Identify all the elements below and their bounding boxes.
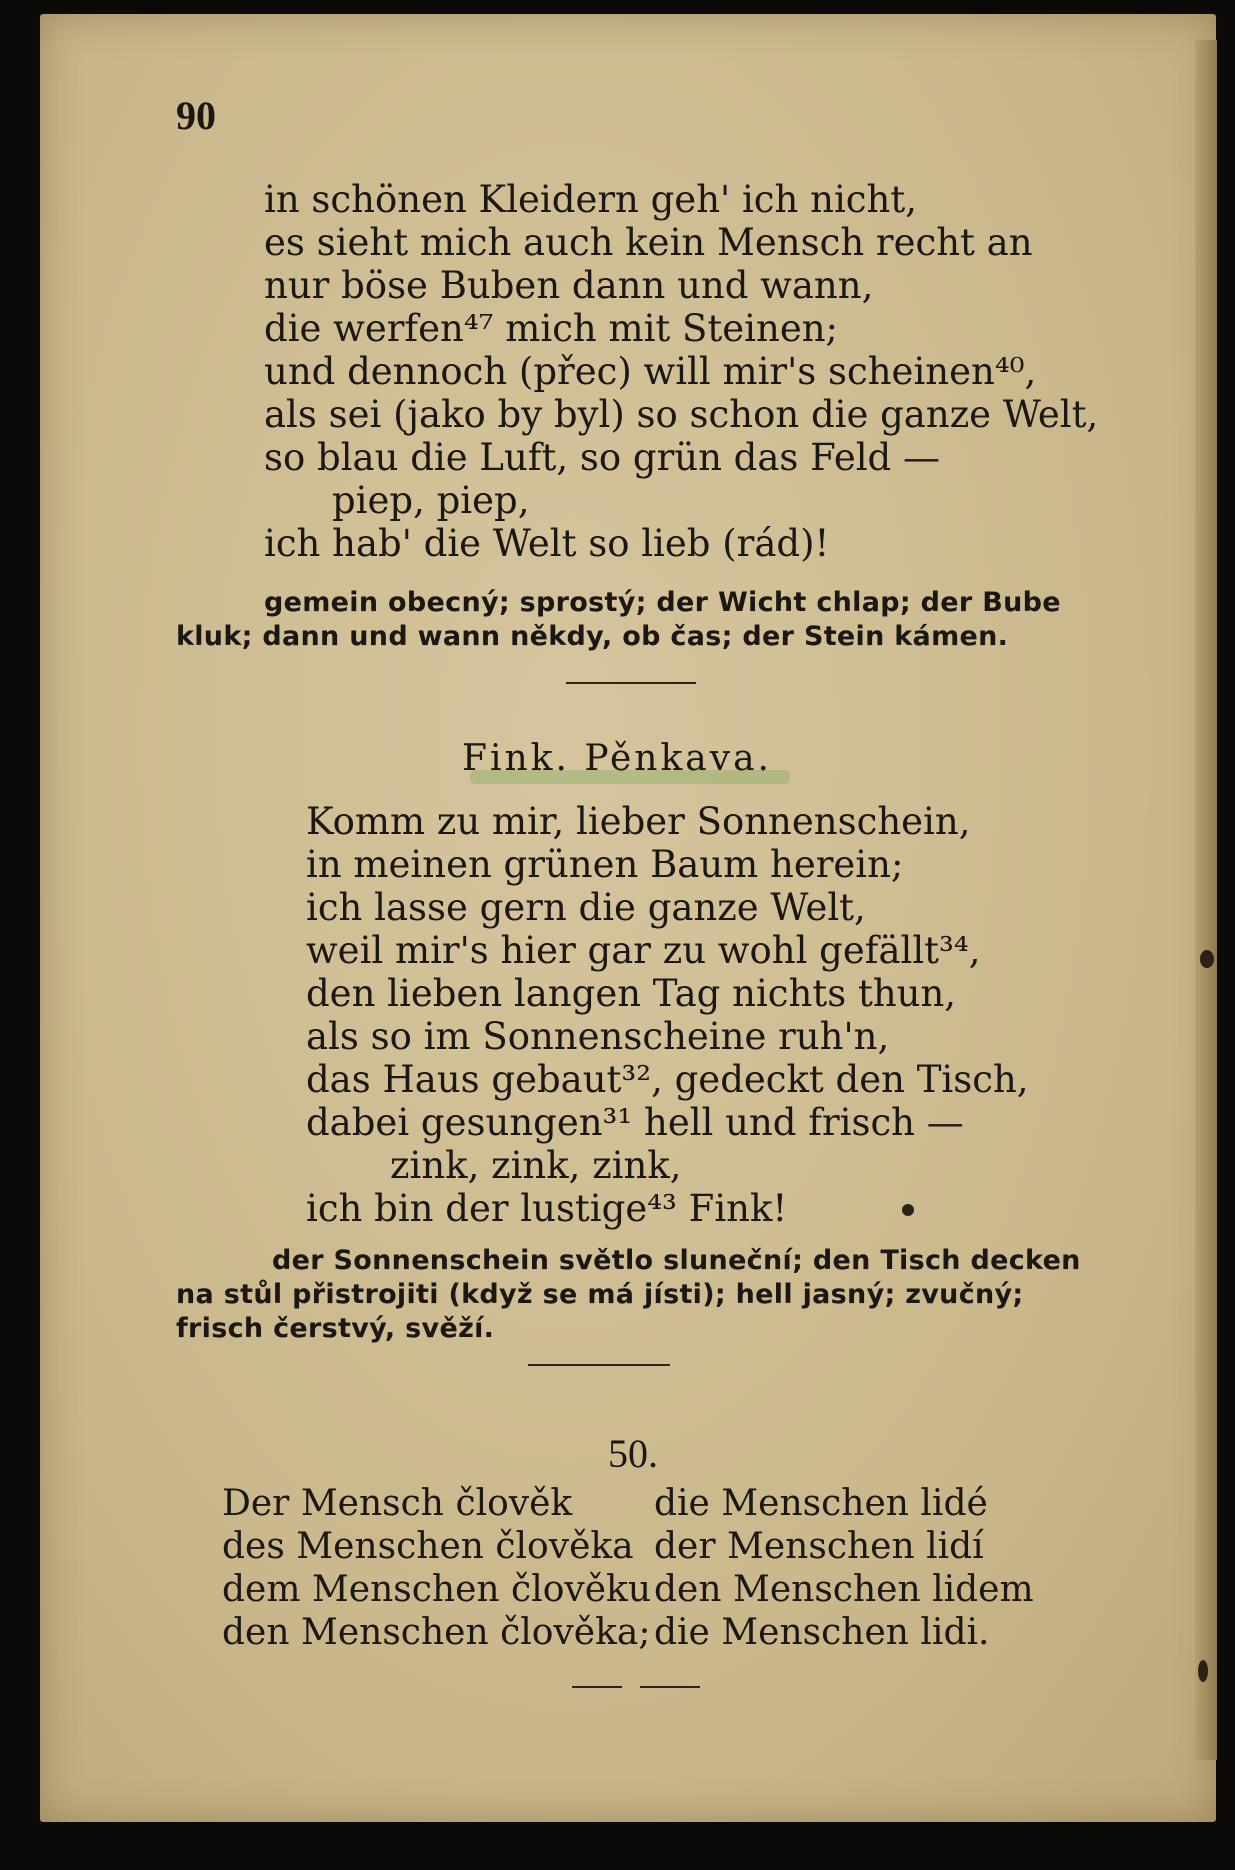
poem-line: das Haus gebaut³², gedeckt den Tisch, xyxy=(306,1058,1029,1101)
poem-sparrow xyxy=(264,178,1098,565)
declension-row: den Menschen lidem xyxy=(654,1569,1034,1610)
poem-line: ich hab' die Welt so lieb (rád)! xyxy=(264,522,830,565)
poem-line: als so im Sonnenscheine ruh'n, xyxy=(306,1015,890,1058)
poem-line: die werfen⁴⁷ mich mit Steinen; xyxy=(264,307,839,350)
poem-line: weil mir's hier gar zu wohl gefällt³⁴, xyxy=(306,929,981,972)
poem-line: ich bin der lustige⁴³ Fink! xyxy=(306,1187,788,1230)
declension-plural xyxy=(654,1482,1034,1654)
poem-title: Fink. Pěnkava. xyxy=(462,738,772,779)
poem-fink xyxy=(306,800,1029,1230)
poem-line: als sei (jako by byl) so schon die ganze Welt, xyxy=(264,393,1099,436)
ink-spot xyxy=(1198,1660,1208,1682)
declension-row: der Menschen lidí xyxy=(654,1526,984,1567)
page-number: 90 xyxy=(176,93,216,138)
declension-row: den Menschen člověka; xyxy=(222,1612,651,1653)
poem-line: dabei gesungen³¹ hell und frisch — xyxy=(306,1101,964,1144)
declension-row: die Menschen lidi. xyxy=(654,1612,990,1653)
vocabulary-note: der Sonnenschein světlo sluneční; den Tisch decken na stůl přistrojiti (když se má jísti); hell jasný; zvučný; frisch čerstvý, svěží. xyxy=(176,1245,1081,1344)
vocabulary-note: gemein obecný; sprostý; der Wicht chlap; der Bube kluk; dann und wann někdy, ob čas; der Stein kámen. xyxy=(176,587,1061,652)
poem-line: den lieben langen Tag nichts thun, xyxy=(306,972,957,1015)
section-divider xyxy=(572,1686,622,1688)
page-edge xyxy=(1195,40,1217,1760)
poem-line: Komm zu mir, lieber Sonnenschein, xyxy=(306,800,971,843)
poem-line: ich lasse gern die ganze Welt, xyxy=(306,886,866,929)
section-divider xyxy=(528,1364,670,1366)
poem-line: in schönen Kleidern geh' ich nicht, xyxy=(264,178,917,221)
ink-spot xyxy=(1200,950,1214,968)
poem-line: nur böse Buben dann und wann, xyxy=(264,264,874,307)
section-divider xyxy=(640,1686,700,1688)
poem-line: zink, zink, zink, xyxy=(390,1144,682,1187)
poem-line: so blau die Luft, so grün das Feld — xyxy=(264,436,940,479)
poem-line: in meinen grünen Baum herein; xyxy=(306,843,904,886)
declension-row: Der Mensch člověk xyxy=(222,1483,573,1524)
poem-line: und dennoch (přec) will mir's scheinen⁴⁰, xyxy=(264,350,1037,393)
poem-line: es sieht mich auch kein Mensch recht an xyxy=(264,221,1033,264)
section-divider xyxy=(566,682,696,684)
declension-singular xyxy=(222,1482,651,1654)
declension-row: des Menschen člověka xyxy=(222,1526,634,1567)
lesson-number: 50. xyxy=(608,1431,658,1476)
poem-line: piep, piep, xyxy=(332,479,530,522)
declension-row: die Menschen lidé xyxy=(654,1483,988,1524)
declension-row: dem Menschen člověku xyxy=(222,1569,652,1610)
ink-spot xyxy=(902,1204,914,1216)
